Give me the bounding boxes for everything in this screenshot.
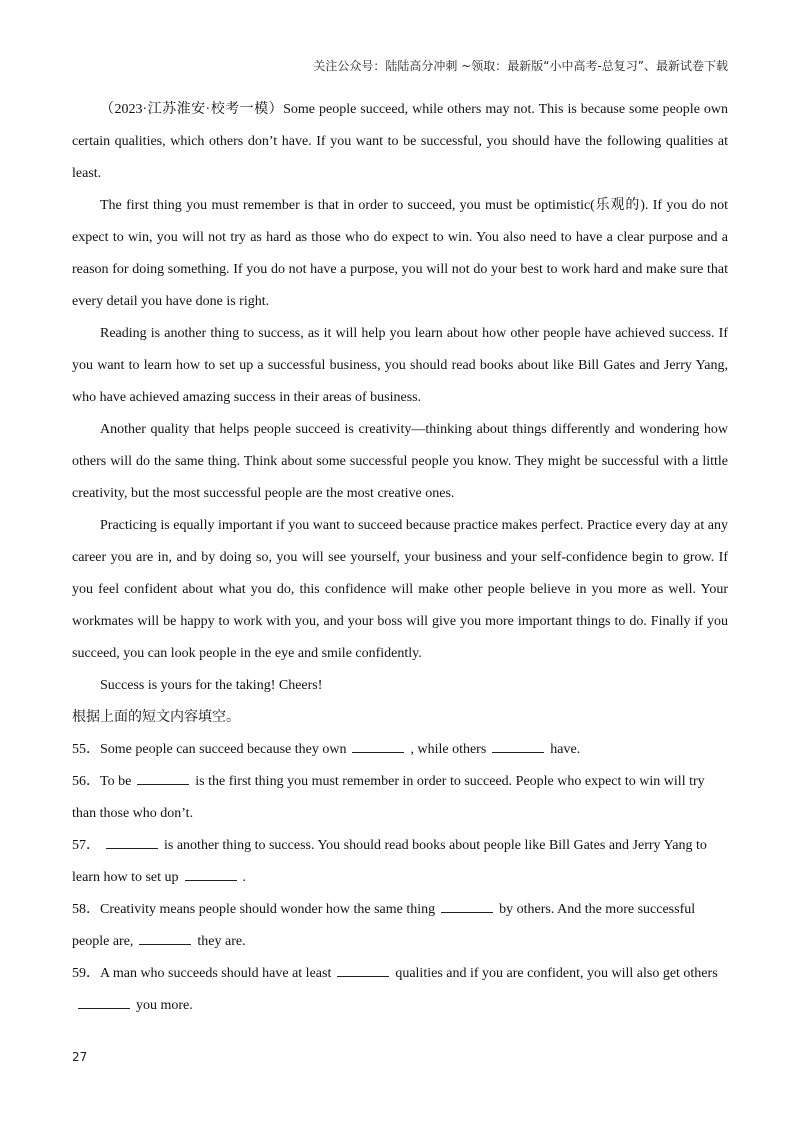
passage-paragraph: Another quality that helps people succeed is creativity—thinking about things differently and wondering how others will do the same thing. Think about some successful people you know. They might be successful with a little creativity, but the most successful people are the most creative ones. [72,422,728,501]
answer-blank[interactable] [352,751,404,753]
question-text: . [242,870,247,885]
answer-blank[interactable] [441,911,493,913]
question-text: is the first thing you must remember in order to succeed. People who expect to win will try than those who don’t. [72,774,705,821]
question-number: 55． [72,742,100,757]
question-text: To be [100,774,132,789]
question-58 [72,894,728,958]
answer-blank[interactable] [139,943,191,945]
question-number: 59． [72,966,100,981]
question-text: Some people can succeed because they own [100,742,347,757]
page-header: 关注公众号：陆陆高分冲刺 ~领取：最新版“小中高考-总复习”、最新试卷下载 [313,59,728,73]
question-text: you more. [136,998,193,1013]
passage-paragraph: Practicing is equally important if you want to succeed because practice makes perfect. Practice every day at any career you are in, and by doing so, you will see yourself, your business and your self-confidence begin to grow. If you feel confident about what you do, this confidence will make other people believe in you more as well. Your workmates will be happy to work with you, and your boss will give you more important things to do. Finally if you succeed, you can look people in the eye and smile confidently. [72,518,728,661]
passage-paragraph: （2023·江苏淮安·校考一模）Some people succeed, while others may not. This is because some people own certain qualities, which others don’t have. If you want to be successful, you should have the following qualities at least. [72,102,728,181]
question-number: 58． [72,902,100,917]
question-number: 57． [72,838,100,853]
passage-paragraph: The first thing you must remember is that in order to succeed, you must be optimistic(乐观的). If you do not expect to win, you will not try as hard as those who do expect to win. You also need to have a clear purpose and a reason for doing something. If you do not have a purpose, you will not do your best to work hard and make sure that every detail you have done is right. [72,198,728,309]
question-text: they are. [197,934,246,949]
document-body [72,94,728,1022]
question-list [72,734,728,1022]
question-text: have. [550,742,581,757]
passage-paragraph: Success is yours for the taking! Cheers! [100,678,323,693]
question-text: , while others [410,742,487,757]
answer-blank[interactable] [106,847,158,849]
question-text: is another thing to success. You should read books about people like Bill Gates and Jerry Yang to learn how to set up [72,838,707,885]
answer-blank[interactable] [492,751,544,753]
question-55 [72,734,728,766]
passage-paragraph: Reading is another thing to success, as it will help you learn about how other people have achieved success. If you want to learn how to set up a successful business, you should read books about like Bill Gates and Jerry Yang, who have achieved amazing success in their areas of business. [72,326,728,405]
answer-blank[interactable] [137,783,189,785]
answer-blank[interactable] [185,879,237,881]
question-text: A man who succeeds should have at least [100,966,332,981]
page-number: 27 [72,1050,88,1064]
answer-blank[interactable] [78,1007,130,1009]
question-text: by others. And the more successful people are, [72,902,696,949]
reading-passage [72,94,728,702]
question-number: 56． [72,774,100,789]
question-text: qualities and if you are confident, you will also get others [395,966,718,981]
question-57 [72,830,728,894]
instruction-text: 根据上面的短文内容填空。 [72,710,240,725]
answer-blank[interactable] [337,975,389,977]
question-59 [72,958,728,1022]
question-text: Creativity means people should wonder how the same thing [100,902,436,917]
question-56 [72,766,728,830]
